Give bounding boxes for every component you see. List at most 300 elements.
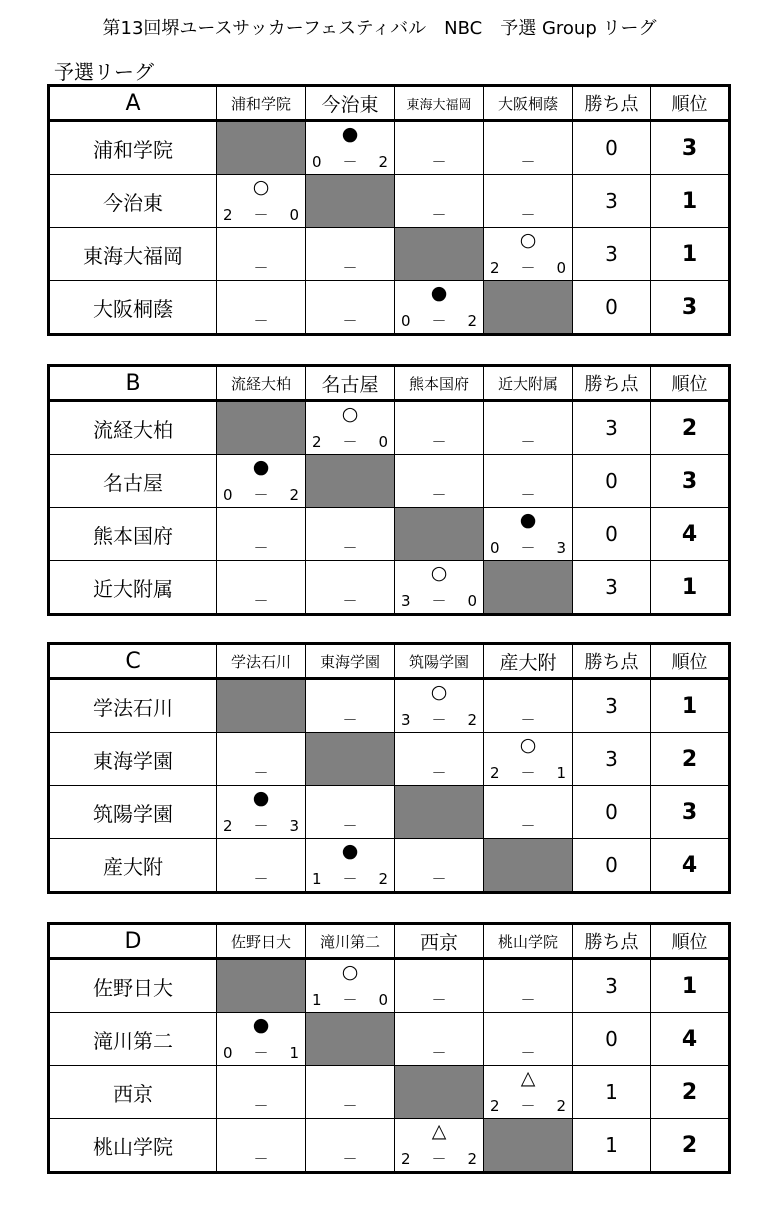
result-content bbox=[306, 228, 394, 280]
result-cell bbox=[306, 959, 395, 1013]
score-right: 2 bbox=[289, 486, 299, 504]
points-value: 0 bbox=[573, 121, 651, 175]
result-symbol: ● bbox=[430, 282, 448, 304]
score-separator: － bbox=[431, 312, 447, 330]
group-header-row bbox=[49, 644, 730, 679]
score-left: 2 bbox=[490, 259, 500, 277]
rank-header: 順位 bbox=[651, 86, 730, 121]
match-score bbox=[223, 207, 299, 223]
row-team-name: 産大附 bbox=[49, 839, 217, 893]
points-value: 3 bbox=[573, 561, 651, 615]
unplayed-dash: － bbox=[520, 153, 536, 171]
unplayed-dash: － bbox=[342, 539, 358, 557]
group-table-d bbox=[47, 922, 731, 1174]
points-value: 0 bbox=[573, 455, 651, 508]
rank-header: 順位 bbox=[651, 924, 730, 959]
column-team-header: 流経大柏 bbox=[217, 366, 306, 401]
result-symbol: ● bbox=[519, 509, 537, 531]
table-row bbox=[49, 455, 730, 508]
result-cell bbox=[484, 679, 573, 733]
row-team-name: 佐野日大 bbox=[49, 959, 217, 1013]
points-value: 1 bbox=[573, 1119, 651, 1173]
rank-value: 2 bbox=[651, 733, 730, 786]
rank-value: 1 bbox=[651, 679, 730, 733]
result-content bbox=[395, 839, 483, 891]
points-value: 0 bbox=[573, 281, 651, 335]
score-left: 1 bbox=[312, 991, 322, 1009]
score-left: 2 bbox=[223, 206, 233, 224]
result-cell bbox=[306, 839, 395, 893]
match-score bbox=[490, 540, 566, 556]
unplayed-dash: － bbox=[342, 1150, 358, 1168]
result-cell bbox=[484, 455, 573, 508]
result-cell bbox=[217, 508, 306, 561]
row-team-name: 筑陽学園 bbox=[49, 786, 217, 839]
group-letter: A bbox=[49, 86, 217, 121]
group-header-row bbox=[49, 86, 730, 121]
result-content bbox=[217, 733, 305, 785]
result-content bbox=[395, 175, 483, 227]
result-cell bbox=[395, 733, 484, 786]
result-cell bbox=[484, 121, 573, 175]
rank-header: 順位 bbox=[651, 366, 730, 401]
self-match-cell bbox=[306, 175, 395, 228]
unplayed-dash: － bbox=[431, 486, 447, 504]
result-content bbox=[217, 786, 305, 838]
result-content bbox=[395, 402, 483, 454]
result-cell bbox=[306, 786, 395, 839]
rank-value: 4 bbox=[651, 508, 730, 561]
group-table-a bbox=[47, 84, 731, 336]
group-letter: B bbox=[49, 366, 217, 401]
table-row bbox=[49, 1066, 730, 1119]
column-team-header: 東海学園 bbox=[306, 644, 395, 679]
score-left: 3 bbox=[401, 711, 411, 729]
score-separator: － bbox=[431, 711, 447, 729]
result-cell bbox=[217, 1066, 306, 1119]
result-symbol: ● bbox=[252, 456, 270, 478]
result-content bbox=[217, 455, 305, 507]
rank-value: 3 bbox=[651, 786, 730, 839]
score-separator: － bbox=[520, 259, 536, 277]
result-symbol: ○ bbox=[430, 562, 448, 584]
unplayed-dash: － bbox=[431, 206, 447, 224]
unplayed-dash: － bbox=[342, 259, 358, 277]
score-separator: － bbox=[342, 991, 358, 1009]
row-team-name: 近大附属 bbox=[49, 561, 217, 615]
row-team-name: 名古屋 bbox=[49, 455, 217, 508]
score-separator: － bbox=[431, 1150, 447, 1168]
result-symbol: △ bbox=[431, 1120, 447, 1142]
table-row bbox=[49, 733, 730, 786]
result-content bbox=[217, 1013, 305, 1065]
self-match-cell bbox=[484, 1119, 573, 1173]
rank-value: 3 bbox=[651, 121, 730, 175]
result-content bbox=[306, 960, 394, 1012]
unplayed-dash: － bbox=[253, 764, 269, 782]
result-content bbox=[306, 680, 394, 732]
result-cell bbox=[306, 228, 395, 281]
score-left: 0 bbox=[312, 153, 322, 171]
score-separator: － bbox=[431, 592, 447, 610]
result-content bbox=[484, 228, 572, 280]
self-match-cell bbox=[484, 281, 573, 335]
result-cell bbox=[217, 733, 306, 786]
match-score bbox=[223, 1045, 299, 1061]
section-subtitle: 予選リーグ bbox=[54, 60, 154, 84]
result-cell bbox=[395, 1119, 484, 1173]
match-score bbox=[223, 487, 299, 503]
match-score bbox=[223, 818, 299, 834]
points-value: 0 bbox=[573, 508, 651, 561]
result-cell bbox=[306, 121, 395, 175]
page-title: 第13回堺ユースサッカーフェスティバル NBC 予選 Group リーグ bbox=[102, 18, 657, 39]
table-row bbox=[49, 281, 730, 335]
result-content bbox=[484, 960, 572, 1012]
rank-value: 1 bbox=[651, 228, 730, 281]
match-score bbox=[312, 871, 388, 887]
self-match-cell bbox=[306, 733, 395, 786]
result-cell bbox=[484, 228, 573, 281]
column-team-header: 東海大福岡 bbox=[395, 86, 484, 121]
match-score bbox=[401, 593, 477, 609]
group-header-row bbox=[49, 366, 730, 401]
row-team-name: 浦和学院 bbox=[49, 121, 217, 175]
points-value: 0 bbox=[573, 1013, 651, 1066]
match-score bbox=[401, 712, 477, 728]
unplayed-dash: － bbox=[342, 312, 358, 330]
result-cell bbox=[484, 401, 573, 455]
points-header: 勝ち点 bbox=[573, 644, 651, 679]
unplayed-dash: － bbox=[253, 1150, 269, 1168]
self-match-cell bbox=[217, 679, 306, 733]
table-row bbox=[49, 1013, 730, 1066]
unplayed-dash: － bbox=[431, 153, 447, 171]
self-match-cell bbox=[395, 228, 484, 281]
table-row bbox=[49, 679, 730, 733]
table-row bbox=[49, 508, 730, 561]
result-cell bbox=[395, 679, 484, 733]
column-team-header: 浦和学院 bbox=[217, 86, 306, 121]
points-value: 3 bbox=[573, 228, 651, 281]
result-cell bbox=[395, 175, 484, 228]
result-cell bbox=[395, 281, 484, 335]
score-right: 2 bbox=[378, 153, 388, 171]
result-content bbox=[395, 281, 483, 333]
rank-value: 4 bbox=[651, 1013, 730, 1066]
column-team-header: 桃山学院 bbox=[484, 924, 573, 959]
column-team-header: 滝川第二 bbox=[306, 924, 395, 959]
result-cell bbox=[306, 1119, 395, 1173]
result-content bbox=[217, 228, 305, 280]
unplayed-dash: － bbox=[253, 1097, 269, 1115]
rank-header: 順位 bbox=[651, 644, 730, 679]
match-score bbox=[401, 313, 477, 329]
result-content bbox=[306, 1119, 394, 1171]
result-content bbox=[217, 561, 305, 613]
rank-value: 2 bbox=[651, 1119, 730, 1173]
table-row bbox=[49, 786, 730, 839]
result-cell bbox=[484, 1066, 573, 1119]
result-symbol: ○ bbox=[252, 176, 270, 198]
table-row bbox=[49, 228, 730, 281]
points-value: 3 bbox=[573, 679, 651, 733]
row-team-name: 滝川第二 bbox=[49, 1013, 217, 1066]
result-content bbox=[484, 455, 572, 507]
result-content bbox=[395, 455, 483, 507]
result-symbol: ○ bbox=[519, 734, 537, 756]
result-cell bbox=[395, 959, 484, 1013]
result-cell bbox=[217, 1013, 306, 1066]
score-separator: － bbox=[253, 486, 269, 504]
score-right: 1 bbox=[289, 1044, 299, 1062]
unplayed-dash: － bbox=[253, 870, 269, 888]
row-team-name: 東海大福岡 bbox=[49, 228, 217, 281]
result-content bbox=[484, 508, 572, 560]
row-team-name: 学法石川 bbox=[49, 679, 217, 733]
table-row bbox=[49, 401, 730, 455]
result-content bbox=[395, 680, 483, 732]
unplayed-dash: － bbox=[342, 817, 358, 835]
row-team-name: 桃山学院 bbox=[49, 1119, 217, 1173]
result-cell bbox=[395, 455, 484, 508]
score-left: 3 bbox=[401, 592, 411, 610]
result-symbol: ● bbox=[252, 1014, 270, 1036]
unplayed-dash: － bbox=[342, 711, 358, 729]
unplayed-dash: － bbox=[253, 312, 269, 330]
column-team-header: 近大附属 bbox=[484, 366, 573, 401]
result-content bbox=[484, 1066, 572, 1118]
score-right: 2 bbox=[378, 870, 388, 888]
result-cell bbox=[306, 401, 395, 455]
column-team-header: 佐野日大 bbox=[217, 924, 306, 959]
score-left: 2 bbox=[401, 1150, 411, 1168]
unplayed-dash: － bbox=[431, 991, 447, 1009]
result-content bbox=[395, 1013, 483, 1065]
rank-value: 2 bbox=[651, 1066, 730, 1119]
unplayed-dash: － bbox=[520, 817, 536, 835]
result-content bbox=[306, 1066, 394, 1118]
table-row bbox=[49, 561, 730, 615]
unplayed-dash: － bbox=[431, 1044, 447, 1062]
result-content bbox=[395, 122, 483, 174]
column-team-header: 筑陽学園 bbox=[395, 644, 484, 679]
unplayed-dash: － bbox=[520, 711, 536, 729]
result-cell bbox=[306, 561, 395, 615]
group-table-c bbox=[47, 642, 731, 894]
points-value: 3 bbox=[573, 401, 651, 455]
score-left: 0 bbox=[223, 1044, 233, 1062]
column-team-header: 学法石川 bbox=[217, 644, 306, 679]
points-value: 3 bbox=[573, 959, 651, 1013]
result-cell bbox=[306, 1066, 395, 1119]
result-content bbox=[306, 122, 394, 174]
row-team-name: 東海学園 bbox=[49, 733, 217, 786]
score-separator: － bbox=[342, 433, 358, 451]
score-right: 3 bbox=[289, 817, 299, 835]
score-separator: － bbox=[253, 206, 269, 224]
table-row bbox=[49, 839, 730, 893]
result-cell bbox=[395, 401, 484, 455]
score-left: 0 bbox=[490, 539, 500, 557]
result-content bbox=[306, 402, 394, 454]
result-cell bbox=[217, 561, 306, 615]
group-letter: C bbox=[49, 644, 217, 679]
self-match-cell bbox=[395, 508, 484, 561]
match-score bbox=[312, 992, 388, 1008]
score-left: 1 bbox=[312, 870, 322, 888]
table-row bbox=[49, 959, 730, 1013]
score-left: 2 bbox=[223, 817, 233, 835]
rank-value: 3 bbox=[651, 455, 730, 508]
result-cell bbox=[306, 281, 395, 335]
result-cell bbox=[484, 1013, 573, 1066]
score-separator: － bbox=[342, 870, 358, 888]
unplayed-dash: － bbox=[520, 433, 536, 451]
score-separator: － bbox=[253, 817, 269, 835]
points-value: 3 bbox=[573, 733, 651, 786]
row-team-name: 西京 bbox=[49, 1066, 217, 1119]
result-symbol: ○ bbox=[341, 403, 359, 425]
unplayed-dash: － bbox=[342, 592, 358, 610]
row-team-name: 流経大柏 bbox=[49, 401, 217, 455]
result-cell bbox=[484, 786, 573, 839]
column-team-header: 名古屋 bbox=[306, 366, 395, 401]
rank-value: 1 bbox=[651, 959, 730, 1013]
result-symbol: ○ bbox=[430, 681, 448, 703]
column-team-header: 大阪桐蔭 bbox=[484, 86, 573, 121]
column-team-header: 産大附 bbox=[484, 644, 573, 679]
result-cell bbox=[217, 1119, 306, 1173]
table-row bbox=[49, 175, 730, 228]
result-content bbox=[484, 1013, 572, 1065]
unplayed-dash: － bbox=[520, 206, 536, 224]
result-symbol: ○ bbox=[519, 229, 537, 251]
score-separator: － bbox=[520, 1097, 536, 1115]
score-right: 0 bbox=[378, 433, 388, 451]
result-content bbox=[484, 680, 572, 732]
result-content bbox=[217, 1119, 305, 1171]
group-table-b bbox=[47, 364, 731, 616]
score-left: 0 bbox=[223, 486, 233, 504]
result-cell bbox=[484, 733, 573, 786]
score-left: 2 bbox=[490, 764, 500, 782]
unplayed-dash: － bbox=[431, 764, 447, 782]
result-symbol: ● bbox=[252, 787, 270, 809]
result-symbol: △ bbox=[520, 1067, 536, 1089]
score-right: 2 bbox=[467, 1150, 477, 1168]
result-cell bbox=[217, 228, 306, 281]
self-match-cell bbox=[395, 786, 484, 839]
points-value: 3 bbox=[573, 175, 651, 228]
self-match-cell bbox=[306, 455, 395, 508]
rank-value: 1 bbox=[651, 175, 730, 228]
result-content bbox=[484, 786, 572, 838]
result-cell bbox=[395, 839, 484, 893]
match-score bbox=[490, 765, 566, 781]
result-cell bbox=[484, 959, 573, 1013]
result-cell bbox=[484, 508, 573, 561]
group-header-row bbox=[49, 924, 730, 959]
result-content bbox=[395, 960, 483, 1012]
points-value: 1 bbox=[573, 1066, 651, 1119]
result-cell bbox=[217, 175, 306, 228]
score-right: 0 bbox=[289, 206, 299, 224]
unplayed-dash: － bbox=[520, 1044, 536, 1062]
score-separator: － bbox=[253, 1044, 269, 1062]
points-value: 0 bbox=[573, 839, 651, 893]
match-score bbox=[401, 1151, 477, 1167]
unplayed-dash: － bbox=[520, 486, 536, 504]
result-content bbox=[306, 839, 394, 891]
result-content bbox=[395, 561, 483, 613]
score-right: 0 bbox=[556, 259, 566, 277]
result-content bbox=[217, 281, 305, 333]
table-row bbox=[49, 121, 730, 175]
self-match-cell bbox=[395, 1066, 484, 1119]
result-content bbox=[217, 175, 305, 227]
score-right: 2 bbox=[467, 711, 477, 729]
score-right: 2 bbox=[556, 1097, 566, 1115]
points-value: 0 bbox=[573, 786, 651, 839]
row-team-name: 今治東 bbox=[49, 175, 217, 228]
score-right: 0 bbox=[467, 592, 477, 610]
unplayed-dash: － bbox=[431, 870, 447, 888]
result-cell bbox=[217, 281, 306, 335]
self-match-cell bbox=[484, 561, 573, 615]
points-header: 勝ち点 bbox=[573, 924, 651, 959]
self-match-cell bbox=[217, 121, 306, 175]
result-symbol: ● bbox=[341, 840, 359, 862]
score-right: 2 bbox=[467, 312, 477, 330]
score-separator: － bbox=[520, 539, 536, 557]
score-left: 2 bbox=[312, 433, 322, 451]
result-content bbox=[217, 508, 305, 560]
match-score bbox=[312, 434, 388, 450]
result-content bbox=[395, 733, 483, 785]
table-row bbox=[49, 1119, 730, 1173]
self-match-cell bbox=[217, 401, 306, 455]
self-match-cell bbox=[306, 1013, 395, 1066]
group-letter: D bbox=[49, 924, 217, 959]
self-match-cell bbox=[217, 959, 306, 1013]
result-content bbox=[484, 175, 572, 227]
points-header: 勝ち点 bbox=[573, 86, 651, 121]
unplayed-dash: － bbox=[253, 539, 269, 557]
column-team-header: 西京 bbox=[395, 924, 484, 959]
result-symbol: ○ bbox=[341, 961, 359, 983]
rank-value: 4 bbox=[651, 839, 730, 893]
score-right: 0 bbox=[378, 991, 388, 1009]
result-cell bbox=[306, 508, 395, 561]
unplayed-dash: － bbox=[520, 991, 536, 1009]
score-separator: － bbox=[520, 764, 536, 782]
match-score bbox=[490, 1098, 566, 1114]
score-right: 1 bbox=[556, 764, 566, 782]
column-team-header: 今治東 bbox=[306, 86, 395, 121]
score-left: 2 bbox=[490, 1097, 500, 1115]
unplayed-dash: － bbox=[342, 1097, 358, 1115]
result-content bbox=[306, 508, 394, 560]
result-content bbox=[217, 839, 305, 891]
match-score bbox=[312, 154, 388, 170]
result-cell bbox=[217, 839, 306, 893]
row-team-name: 大阪桐蔭 bbox=[49, 281, 217, 335]
result-symbol: ● bbox=[341, 123, 359, 145]
column-team-header: 熊本国府 bbox=[395, 366, 484, 401]
self-match-cell bbox=[484, 839, 573, 893]
result-cell bbox=[217, 786, 306, 839]
